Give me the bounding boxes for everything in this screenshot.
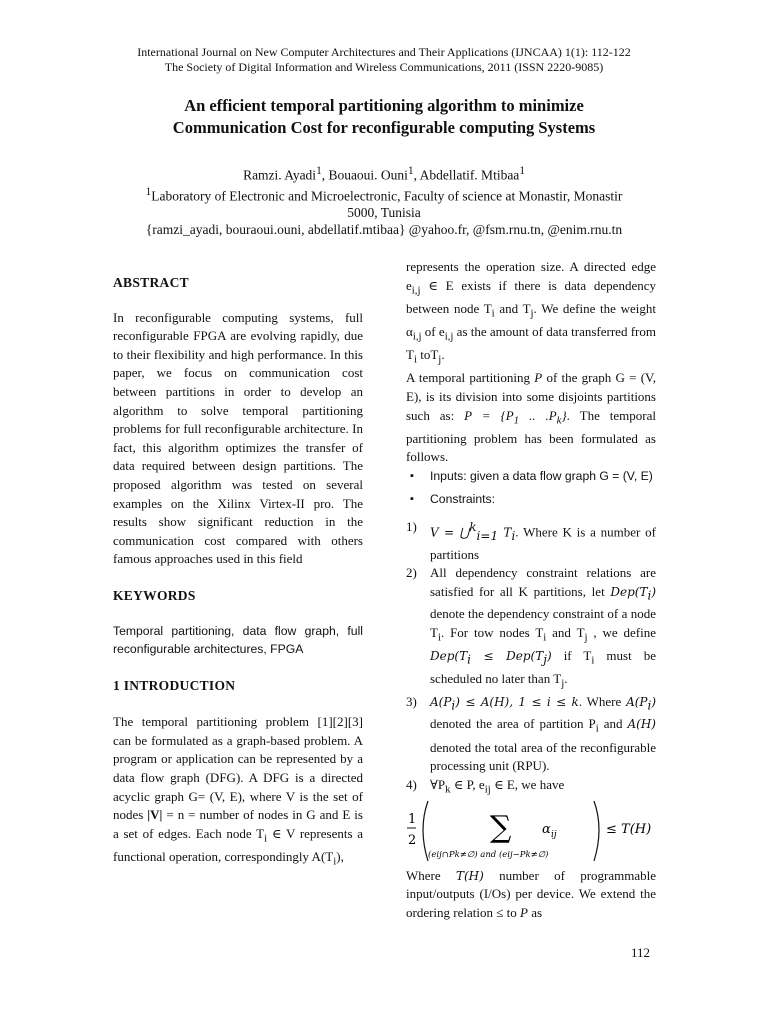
formula-sigma: ∑ [490, 809, 512, 845]
right-column [406, 258, 656, 923]
author-2-sup: 1 [407, 165, 414, 177]
affiliation-line1: $^1$Laboratory of Electronic and Microelectronic, Faculty of science at Monastir, Monastir [145, 185, 623, 203]
left-column [113, 262, 363, 871]
paper-title-line2: Communication Cost for reconfigurable computing Systems [172, 118, 596, 137]
author-block [0, 163, 768, 238]
constraint-3: 3) $A(P_i) \le A(H)$, 1 ≤ i ≤ k. Where $A(P_i)$ denoted the area of partition $P_i$ and A(H) denoted the total area of the reconfigurable processing unit (RPU). [406, 694, 657, 774]
author-names: Ramzi. Ayadi$^1$, Bouaoui. Ouni$^1$, Abdellatif. Mtibaa$^1$ [243, 165, 525, 183]
right-para-1: represents the operation size. A directed edge $e_{i,j}$ ∈ E exists if there is data dependency between node $T_i$ and $T_j$. We define the weight $\alpha_{i,j}$ of $e_{i,j}$ as the amount of data transferred from $T_i$ toT$_j$. [406, 259, 656, 366]
formula-half-denominator: 2 [408, 832, 417, 848]
formula-right-paren [594, 801, 599, 861]
intro-heading: 1 INTRODUCTION [113, 677, 236, 693]
journal-header-line1: International Journal on New Computer Architectures and Their Applications (IJNCAA) 1(1): 112-122 [137, 45, 631, 59]
constraint-4: 4) $\forall P_k$ ∈ P, $e_{ij}$ ∈ E, we have [406, 776, 565, 796]
communication-formula [406, 799, 656, 867]
constraint-1: 1) V = ⋃$^k_{i=1}$ $T_i$. Where K is a number of partitions [406, 519, 656, 562]
right-para-2: A temporal partitioning P of the graph G = (V, E), is its division into some disjoints partitions such as: $P = \{P_1$ .. $.P_k$}. The temporal partitioning problem has been formulated as follows. [406, 370, 656, 465]
journal-header [0, 45, 768, 75]
problem-bullets [406, 467, 656, 508]
constraint-2: 2) All dependency constraint relations are satisfied for all K partitions, let $Dep(T_i)$ denote the dependency constraint of a node $T_i$. For tow nodes $T_i$ and $T_j$ , we define $Dep(T_i \le Dep(T_j)$ if $T_i$ must be scheduled no later than $T_j$. [406, 565, 657, 690]
formula-half-numerator: 1 [408, 811, 417, 827]
journal-header-line2: The Society of Digital Information and Wireless Communications, 2011 (ISSN 2220-9085) [164, 60, 604, 74]
author-3-sup: 1 [519, 165, 525, 177]
author-3: Abdellatif. Mtibaa [419, 167, 520, 183]
formula-alpha-sub: ij [551, 829, 557, 840]
paper-title-line1: An efficient temporal partitioning algorithm to minimize [184, 96, 584, 115]
author-2: Bouaoui. Ouni [328, 167, 408, 183]
affiliation-line2: 5000, Tunisia [347, 205, 421, 220]
keywords-text: Temporal partitioning, data flow graph, full reconfigurable architectures, FPGA [113, 623, 363, 657]
bullet-inputs: ▪ Inputs: given a data flow graph G = (V, E) [406, 467, 656, 486]
formula-svg [406, 799, 656, 867]
author-emails: {ramzi_ayadi, bouraoui.ouni, abdellatif.mtibaa} @yahoo.fr, @fsm.rnu.tn, @enim.rnu.tn [145, 222, 623, 237]
page-number: 112 [630, 945, 650, 960]
paper-title [0, 95, 768, 139]
keywords-heading: KEYWORDS [113, 587, 196, 603]
formula-rhs: ≤ T(H) [606, 821, 652, 837]
author-1: Ramzi. Ayadi [243, 167, 317, 183]
intro-text: The temporal partitioning problem [1][2][3] can be formulated as a graph-based problem. A program or application can be represented by a data flow graph (DFG). A DFG is a directed acyclic graph G= (V, E), where V is the set of nodes |V| = n = number of nodes in G and E is a set of edges. Each node $T_i$ ∈ V represents a functional operation, correspondingly $A(T_i)$, [113, 714, 363, 868]
abstract-heading: ABSTRACT [113, 275, 189, 290]
formula-alpha: α [542, 821, 551, 837]
author-1-sup: 1 [316, 165, 322, 177]
right-para-after-formula: Where T(H) number of programmable input/outputs (I/Os) per device. We extend the ordering relation ≤ to P as [406, 867, 657, 921]
abstract-text: In reconfigurable computing systems, full reconfigurable FPGA are evolving rapidly, due to their flexibility and high performance. In this paper, we focus on communication cost between partitions in order to develop an algorithm to solve temporal partitioning problems for full reconfigurable architecture. In fact, this algorithm optimizes the transfer of data required between design partitions. The proposed algorithm was tested on several examples on the Xilinx Virtex-II pro. The results show significant reduction in the communication cost compared with others famous approaches used in this field [113, 309, 363, 567]
bullet-constraints: ▪ Constraints: [406, 490, 656, 509]
formula-condition: (eij∩Pk≠∅) and (eij−Pk≠∅) [428, 849, 549, 860]
affiliation-sup: 1 [145, 185, 152, 198]
constraints-list [406, 518, 656, 799]
